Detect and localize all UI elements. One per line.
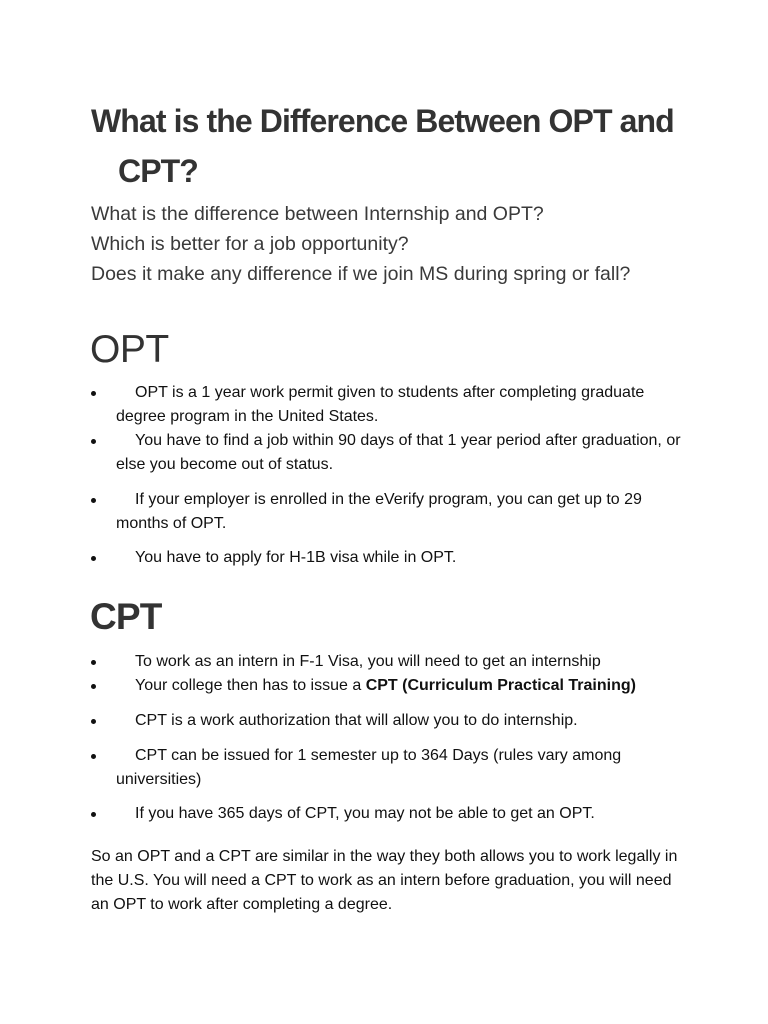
page-title-line2: CPT? <box>118 153 198 189</box>
bullet-dot <box>91 684 96 689</box>
page-title-line1: What is the Difference Between OPT and <box>91 103 674 139</box>
opt-bullet-text: If your employer is enrolled in the eVerify program, you can get up to 29 months of OPT. <box>116 491 642 532</box>
bullet-dot <box>91 754 96 759</box>
bullet-dot <box>91 812 96 817</box>
question-item: Does it make any difference if we join MS during spring or fall? <box>91 263 631 285</box>
opt-bullet-text: You have to apply for H-1B visa while in OPT. <box>135 549 457 566</box>
bullet-dot <box>91 556 96 561</box>
summary-paragraph: So an OPT and a CPT are similar in the way they both allows you to work legally in the U.S. You will need a CPT to work as an intern before graduation, you will need an OPT to work after completing a degree. <box>91 848 678 913</box>
bullet-dot <box>91 498 96 503</box>
bullet-dot <box>91 391 96 396</box>
bullet-dot <box>91 439 96 444</box>
bullet-dot <box>91 660 96 665</box>
opt-heading: OPT <box>90 328 169 371</box>
cpt-bullet-text: To work as an intern in F-1 Visa, you will need to get an internship <box>135 653 601 670</box>
question-item: Which is better for a job opportunity? <box>91 233 409 255</box>
question-list <box>91 199 731 289</box>
page-title <box>91 96 711 196</box>
cpt-bullet-text: If you have 365 days of CPT, you may not be able to get an OPT. <box>135 805 595 822</box>
cpt-bullet-text: CPT is a work authorization that will allow you to do internship. <box>135 712 578 729</box>
cpt-issue-text: Your college then has to issue a <box>135 677 366 694</box>
opt-bullet-text: You have to find a job within 90 days of that 1 year period after graduation, or else you become out of status. <box>116 432 681 473</box>
cpt-heading: CPT <box>90 596 162 637</box>
cpt-bullet-text <box>116 674 681 698</box>
cpt-term-bold: CPT (Curriculum Practical Training) <box>365 677 636 694</box>
opt-bullet-text: OPT is a 1 year work permit given to students after completing graduate degree program in the United States. <box>116 384 645 425</box>
cpt-bullet-text: CPT can be issued for 1 semester up to 364 Days (rules vary among universities) <box>116 747 622 788</box>
bullet-dot <box>91 719 96 724</box>
question-item: What is the difference between Internship and OPT? <box>91 203 544 225</box>
